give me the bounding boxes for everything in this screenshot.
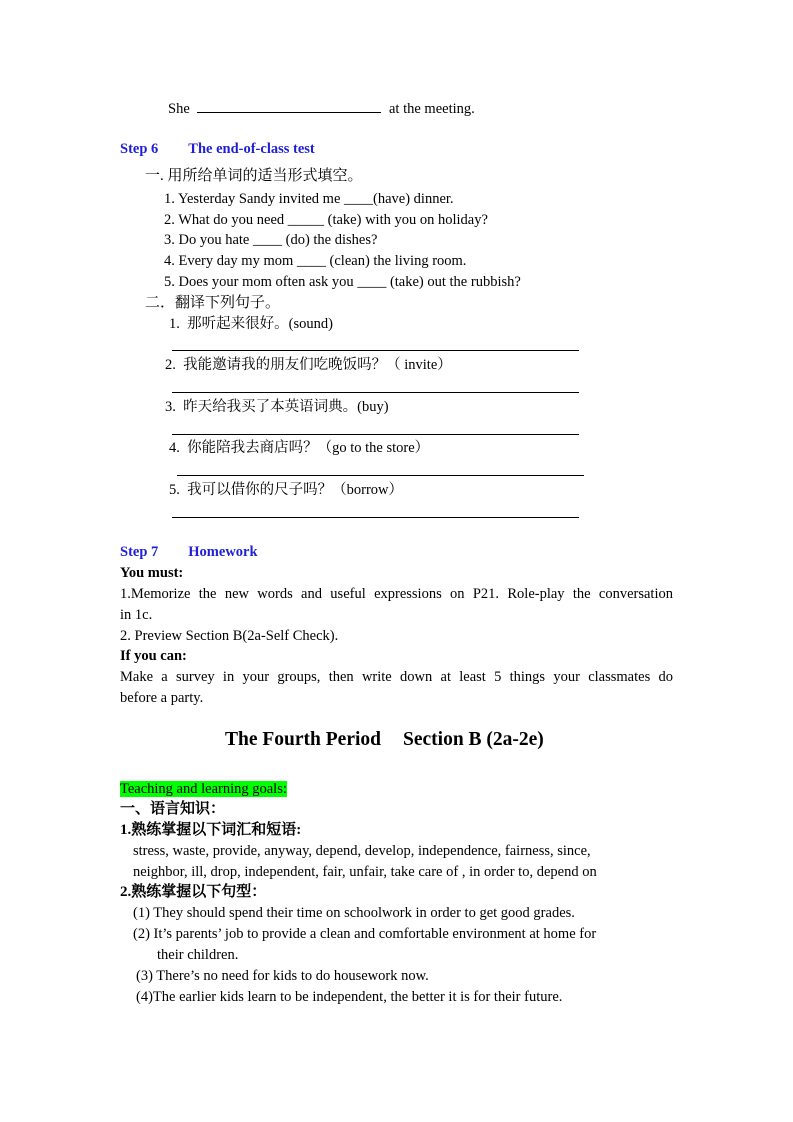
part1-heading: 一. 用所给单词的适当形式填空。: [145, 168, 363, 184]
blank[interactable]: ____: [296, 253, 326, 269]
fill-item-2: 2. What do you need _____ (take) with you on holiday?: [164, 212, 488, 228]
sentence-2: (2) It’s parents’ job to provide a clean and comfortable environment at home for: [133, 926, 597, 942]
step7-heading: [120, 543, 258, 561]
must-line-1: 1.Memorize the new words and useful expressions on P21. Role-play the conversation: [120, 586, 673, 602]
answer-line-1[interactable]: [172, 350, 579, 351]
answer-line-2[interactable]: [172, 392, 579, 393]
answer-line-5[interactable]: [172, 517, 579, 518]
blank[interactable]: ____: [357, 274, 387, 290]
step7-title: Homework: [188, 544, 258, 560]
answer-blank[interactable]: [197, 98, 381, 113]
sentence-2-cont: their children.: [157, 947, 239, 963]
period-title-left: The Fourth Period: [225, 729, 381, 750]
answer-line-3[interactable]: [172, 434, 579, 435]
fill-item-3: 3. Do you hate ____ (do) the dishes?: [164, 232, 378, 248]
fill-item-4: 4. Every day my mom ____ (clean) the living room.: [164, 253, 467, 269]
top-line-after: at the meeting.: [389, 101, 475, 117]
top-fill-line: [168, 98, 475, 118]
answer-line-4[interactable]: [177, 475, 584, 476]
step6-label: Step 6: [120, 141, 159, 157]
must-line-3: 2. Preview Section B(2a-Self Check).: [120, 628, 339, 644]
must-label: You must:: [120, 565, 184, 581]
translate-item-4: 4. 你能陪我去商店吗？（go to the store）: [169, 440, 430, 456]
sentence-3: (3) There’s no need for kids to do housework now.: [136, 968, 429, 984]
must-line-2: in 1c.: [120, 607, 153, 623]
can-label: If you can:: [120, 648, 187, 664]
top-line-before: She: [168, 101, 190, 117]
can-line-2: before a party.: [120, 690, 204, 706]
translate-item-2: 2. 我能邀请我的朋友们吃晚饭吗？（ invite）: [165, 357, 452, 373]
fill-item-1: 1. Yesterday Sandy invited me ____(have) dinner.: [164, 191, 454, 207]
translate-item-1: 1. 那听起来很好。(sound): [169, 316, 333, 332]
translate-item-3: 3. 昨天给我买了本英语词典。(buy): [165, 399, 389, 415]
part2-heading: 二．翻译下列句子。: [145, 295, 281, 311]
goals-label: Teaching and learning goals:: [120, 781, 287, 797]
sentence-heading: 2.熟练掌握以下句型：: [120, 884, 267, 900]
step7-label: Step 7: [120, 544, 159, 560]
blank[interactable]: ____: [344, 191, 374, 207]
step6-heading: [120, 140, 315, 158]
sentence-1: (1) They should spend their time on schoolwork in order to get good grades.: [133, 905, 575, 921]
vocab-heading: 1.熟练掌握以下词汇和短语:: [120, 822, 302, 838]
period-title: [225, 731, 544, 749]
fill-item-5: 5. Does your mom often ask you ____ (take) out the rubbish?: [164, 274, 521, 290]
can-line-1: Make a survey in your groups, then write down at least 5 things your classmates do: [120, 669, 673, 685]
blank[interactable]: ____: [253, 232, 282, 248]
lang-heading: 一、语言知识：: [120, 801, 226, 817]
vocab-line-1: stress, waste, provide, anyway, depend, develop, independence, fairness, since,: [133, 843, 591, 859]
vocab-line-2: neighbor, ill, drop, independent, fair, unfair, take care of , in order to, depend on: [133, 864, 597, 880]
period-title-right: Section B (2a-2e): [403, 729, 544, 750]
blank[interactable]: _____: [287, 212, 325, 228]
translate-item-5: 5. 我可以借你的尺子吗？（borrow）: [169, 482, 404, 498]
step6-title: The end-of-class test: [188, 141, 315, 157]
sentence-4: (4)The earlier kids learn to be independent, the better it is for their future.: [136, 989, 563, 1005]
